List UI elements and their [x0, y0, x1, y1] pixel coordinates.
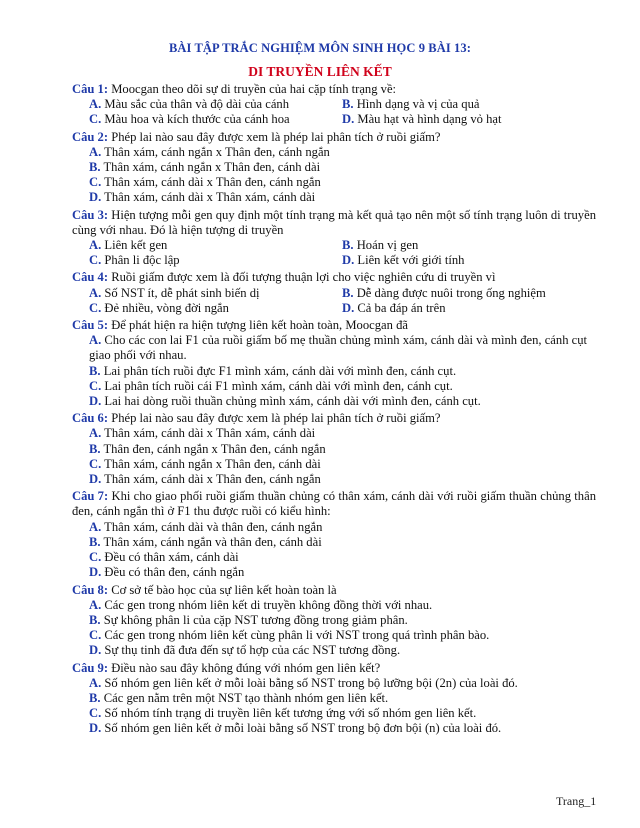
answer-option-d — [72, 472, 596, 487]
answer-option-c — [72, 379, 596, 394]
question-label: Câu 1: — [72, 82, 109, 96]
question-1 — [72, 82, 596, 128]
option-text: Thân xám, cánh dài x Thân đen, cánh ngắn — [101, 175, 321, 190]
question-label: Câu 5: — [72, 318, 109, 333]
question-label: Câu 3: — [72, 207, 109, 222]
option-row — [72, 97, 596, 112]
question-stem: Để phát hiện ra hiện tượng liên kết hoàn toàn, Moocgan đã — [108, 318, 408, 333]
document-subtitle: DI TRUYỀN LIÊN KẾT — [248, 64, 392, 79]
answer-option-a — [89, 238, 342, 253]
answer-option-c — [72, 706, 596, 721]
option-text: Hình dạng và vị của quả — [353, 97, 480, 112]
question-text — [72, 411, 596, 426]
option-text: Thân xám, cánh dài x Thân xám, cánh dài — [101, 426, 316, 441]
answer-option-d — [342, 301, 446, 316]
question-list — [72, 82, 596, 737]
question-6 — [72, 411, 596, 487]
question-5 — [72, 318, 596, 409]
page-number: Trang_1 — [556, 794, 597, 808]
option-text: Lai phân tích ruồi cái F1 mình xám, cánh dài với mình đen, cánh cụt. — [101, 378, 453, 393]
option-text: Cho các con lai F1 của ruồi giấm bố mẹ thuần chủng mình xám, cánh dài và mình đen, cánh cụt giao phối với nhau. — [89, 333, 588, 363]
option-letter: D. — [89, 394, 102, 409]
answer-option-b — [72, 691, 596, 706]
question-text — [72, 489, 596, 519]
question-text — [72, 661, 596, 676]
option-text: Thân xám, cánh ngắn và thân đen, cánh dài — [100, 534, 322, 549]
option-text: Cả ba đáp án trên — [354, 300, 446, 315]
question-stem: Khi cho giao phối ruồi giấm thuần chủng có thân xám, cánh dài với ruồi giấm thuần chủng thân đen, cánh ngắn thì ở F1 thu được ruồi có kiểu hình: — [72, 489, 596, 519]
option-letter: D. — [342, 253, 355, 268]
answer-option-b — [342, 97, 479, 112]
option-letter: A. — [89, 597, 102, 612]
option-text: Liên kết gen — [101, 238, 168, 253]
option-letter: B. — [89, 690, 101, 705]
option-letter: B. — [342, 97, 354, 112]
option-text: Thân xám, cánh dài và thân đen, cánh ngắn — [101, 519, 323, 534]
question-3 — [72, 208, 596, 269]
option-text: Thân xám, cánh ngắn x Thân đen, cánh ngắn — [101, 144, 330, 159]
answer-option-d — [72, 643, 596, 658]
answer-option-a — [72, 598, 596, 613]
answer-option-b — [342, 238, 418, 253]
option-row — [72, 253, 596, 268]
option-letter: A. — [89, 333, 102, 348]
option-letter: C. — [89, 628, 102, 643]
answer-option-c — [89, 112, 342, 127]
question-label: Câu 9: — [72, 660, 109, 675]
option-letter: B. — [89, 160, 101, 175]
answer-option-b — [72, 613, 596, 628]
answer-option-b — [72, 160, 596, 175]
question-2 — [72, 130, 596, 206]
option-text: Sự thụ tinh đã đưa đến sự tổ hợp của các NST tương đồng. — [101, 643, 401, 658]
answer-option-a — [72, 426, 596, 441]
option-letter: D. — [89, 565, 102, 580]
option-letter: C. — [89, 706, 102, 721]
option-letter: A. — [89, 519, 102, 534]
answer-option-c — [89, 253, 342, 268]
answer-option-d — [72, 190, 596, 205]
option-text: Màu hoa và kích thước của cánh hoa — [101, 112, 290, 127]
option-letter: C. — [89, 550, 102, 565]
option-text: Số nhóm tính trạng di truyền liên kết tương ứng với số nhóm gen liên kết. — [101, 706, 477, 721]
answer-option-a — [89, 286, 342, 301]
option-letter: B. — [89, 612, 101, 627]
option-text: Dễ dàng được nuôi trong ống nghiệm — [353, 285, 546, 300]
option-text: Đẻ nhiều, vòng đời ngắn — [101, 300, 229, 315]
document-title: BÀI TẬP TRẮC NGHIỆM MÔN SINH HỌC 9 BÀI 13: — [168, 41, 472, 55]
option-letter: A. — [89, 426, 102, 441]
question-label: Câu 6: — [72, 411, 109, 426]
option-text: Màu sắc của thân và độ dài của cánh — [101, 97, 290, 112]
question-label: Câu 8: — [72, 582, 109, 597]
option-text: Sự không phân li của cặp NST tương đồng trong giảm phân. — [100, 612, 408, 627]
question-8 — [72, 583, 596, 659]
option-letter: D. — [342, 300, 355, 315]
question-stem: Hiện tượng mỗi gen quy định một tính trạng mà kết quả tạo nên một số tính trạng luôn di truyền cùng với nhau. Đó là hiện tượng di truyền — [72, 207, 596, 237]
answer-option-a — [89, 97, 342, 112]
option-letter: D. — [89, 643, 102, 658]
answer-option-b — [72, 535, 596, 550]
option-letter: C. — [89, 456, 102, 471]
option-letter: A. — [89, 238, 102, 253]
question-text — [72, 82, 596, 97]
option-text: Thân xám, cánh dài x Thân đen, cánh ngắn — [101, 472, 321, 487]
question-stem: Cơ sở tế bào học của sự liên kết hoàn toàn là — [108, 582, 337, 597]
answer-option-b — [342, 286, 546, 301]
option-letter: B. — [342, 238, 354, 253]
option-letter: C. — [89, 175, 102, 190]
option-letter: C. — [89, 300, 102, 315]
option-row — [72, 286, 596, 301]
answer-option-c — [72, 628, 596, 643]
question-text — [72, 130, 596, 145]
option-letter: B. — [89, 363, 101, 378]
answer-option-d — [72, 721, 596, 736]
question-stem: Ruồi giấm được xem là đối tượng thuận lợi cho việc nghiên cứu di truyền vì — [108, 270, 496, 285]
option-text: Đều có thân xám, cánh dài — [101, 550, 239, 565]
option-letter: D. — [89, 721, 102, 736]
option-text: Lai phân tích ruồi đực F1 mình xám, cánh dài với mình đen, cánh cụt. — [100, 363, 457, 378]
answer-option-d — [342, 253, 464, 268]
option-row — [72, 301, 596, 316]
option-letter: C. — [89, 253, 102, 268]
option-text: Thân xám, cánh ngắn x Thân đen, cánh dài — [100, 160, 321, 175]
option-text: Thân xám, cánh ngắn x Thân đen, cánh dài — [101, 456, 321, 471]
option-text: Phân li độc lập — [101, 253, 180, 268]
option-text: Các gen trong nhóm liên kết cùng phân li với NST trong quá trình phân bào. — [101, 628, 490, 643]
question-stem: Phép lai nào sau đây được xem là phép lai phân tích ở ruồi giấm? — [108, 411, 441, 426]
option-text: Màu hạt và hình dạng vỏ hạt — [354, 112, 502, 127]
answer-option-a — [72, 676, 596, 691]
option-letter: A. — [89, 285, 102, 300]
question-7 — [72, 489, 596, 580]
question-label: Câu 2: — [72, 129, 109, 144]
option-letter: D. — [89, 472, 102, 487]
option-letter: D. — [342, 112, 355, 127]
question-9 — [72, 661, 596, 737]
option-text: Số nhóm gen liên kết ở mỗi loài bằng số NST trong bộ đơn bội (n) của loài đó. — [101, 721, 502, 736]
option-text: Thân đen, cánh ngắn x Thân đen, cánh ngắn — [100, 441, 326, 456]
question-label: Câu 4: — [72, 270, 109, 285]
option-letter: B. — [89, 534, 101, 549]
option-letter: B. — [342, 285, 354, 300]
answer-option-b — [72, 364, 596, 379]
question-text — [72, 583, 596, 598]
option-text: Thân xám, cánh dài x Thân xám, cánh dài — [101, 190, 316, 205]
option-text: Các gen trong nhóm liên kết di truyền không đồng thời với nhau. — [101, 597, 433, 612]
option-text: Số nhóm gen liên kết ở mỗi loài bằng số NST trong bộ lưỡng bội (2n) của loài đó. — [101, 675, 518, 690]
answer-option-d — [72, 394, 596, 409]
answer-option-b — [72, 442, 596, 457]
question-stem: Phép lai nào sau đây được xem là phép lai phân tích ở ruồi giấm? — [108, 129, 441, 144]
question-stem: Moocgan theo dõi sự di truyền của hai cặp tính trạng về: — [108, 82, 397, 96]
option-letter: A. — [89, 97, 102, 112]
option-text: Liên kết với giới tính — [354, 253, 465, 268]
option-letter: C. — [89, 112, 102, 127]
question-label: Câu 7: — [72, 489, 109, 504]
question-text — [72, 270, 596, 285]
answer-option-c — [72, 550, 596, 565]
option-letter: A. — [89, 675, 102, 690]
question-text — [72, 318, 596, 333]
option-letter: B. — [89, 441, 101, 456]
question-stem: Điều nào sau đây không đúng với nhóm gen liên kết? — [108, 660, 381, 675]
option-text: Hoán vị gen — [353, 238, 419, 253]
question-text — [72, 208, 596, 238]
answer-option-d — [72, 565, 596, 580]
option-text: Các gen nằm trên một NST tạo thành nhóm gen liên kết. — [100, 690, 389, 705]
option-text: Lai hai dòng ruồi thuần chủng mình xám, cánh dài với mình đen, cánh cụt. — [101, 394, 481, 409]
option-letter: A. — [89, 144, 102, 159]
answer-option-c — [89, 301, 342, 316]
question-4 — [72, 270, 596, 316]
option-letter: D. — [89, 190, 102, 205]
option-row — [72, 112, 596, 127]
option-row — [72, 238, 596, 253]
option-text: Đều có thân đen, cánh ngắn — [101, 565, 245, 580]
answer-option-a — [72, 520, 596, 535]
answer-option-a — [72, 333, 596, 363]
answer-option-c — [72, 175, 596, 190]
answer-option-d — [342, 112, 502, 127]
option-text: Số NST ít, dễ phát sinh biến dị — [101, 285, 260, 300]
option-letter: C. — [89, 378, 102, 393]
answer-option-c — [72, 457, 596, 472]
answer-option-a — [72, 145, 596, 160]
